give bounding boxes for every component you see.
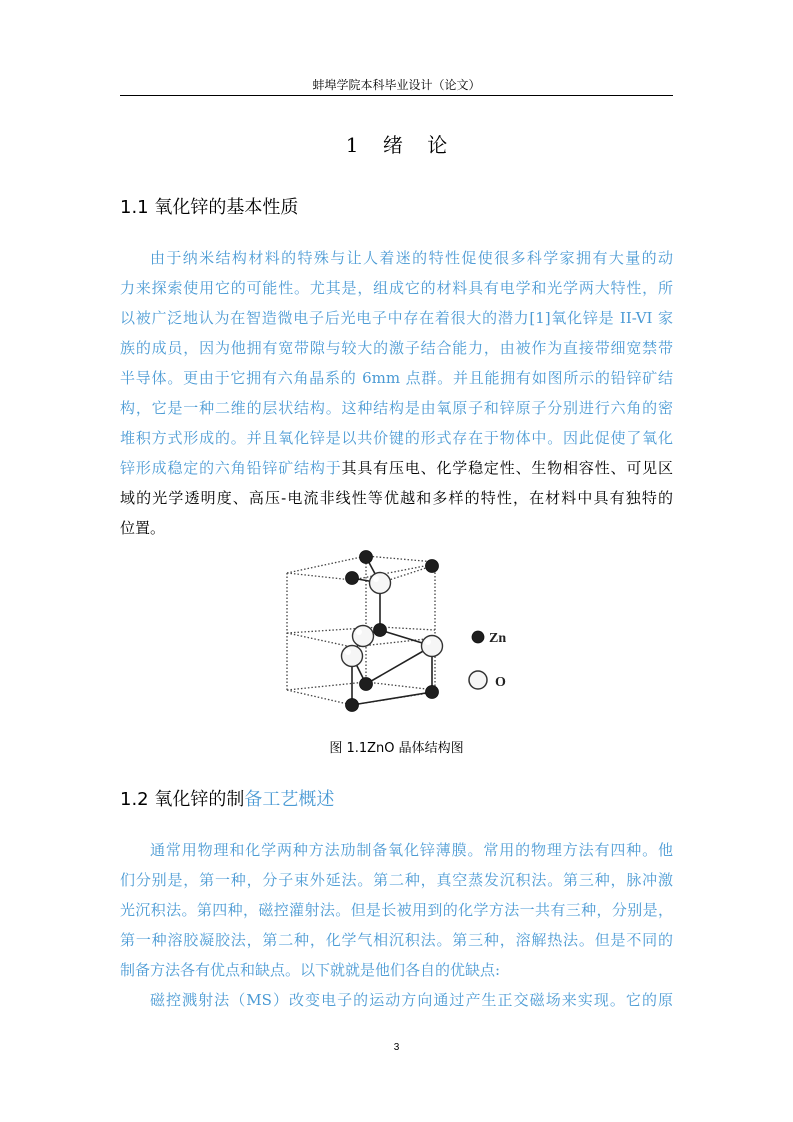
figure-legend (469, 631, 506, 690)
section-2-paragraph (120, 835, 673, 1015)
open-sphere-icon (469, 671, 487, 689)
lattice-atom-o (370, 573, 391, 594)
sphere-highlight (425, 639, 431, 645)
page-number: 3 (393, 1042, 400, 1053)
lattice-frame-edge (287, 564, 435, 580)
lattice-atom-zn (374, 624, 387, 637)
paragraph-line: 位置。 (120, 519, 166, 537)
section-heading-1-2 (120, 788, 334, 812)
paragraph-line: 第一种溶胶凝胶法，第二种，化学气相沉积法。第三种，溶解热法。但是不同的 (120, 931, 673, 949)
paragraph-line: 构，它是一种二维的层状结构。这种结构是由氧原子和锌原子分别进行六角的密 (120, 399, 673, 417)
figure-caption: 图 1.1ZnO 晶体结构图 (329, 741, 464, 756)
lattice-bond (366, 646, 432, 684)
sphere-highlight (356, 629, 362, 635)
lattice-atom-o (353, 626, 374, 647)
paragraph-line: 族的成员，因为他拥有宽带隙与较大的激子结合能力，由被作为直接带细宽禁带 (120, 339, 673, 357)
lattice-atom-zn (346, 699, 359, 712)
lattice-atom-o (422, 636, 443, 657)
paragraph-line: 半导体。更由于它拥有六角晶系的 6mm 点群。并且能拥有如图所示的铅锌矿结 (120, 369, 673, 387)
legend-label-o: O (495, 675, 506, 690)
lattice-atom-zn (426, 686, 439, 699)
paragraph-line: 磁控溅射法（MS）改变电子的运动方向通过产生正交磁场来实现。它的原 (150, 991, 673, 1009)
zno-crystal-structure-figure (270, 540, 520, 725)
paragraph-line: 光沉积法。第四种，磁控灌射法。但是长被用到的化学方法一共有三种，分别是， (120, 901, 673, 919)
legend-label-zn: Zn (489, 631, 507, 646)
normal-text: 其具有压电、化学稳定性、生物相容性、可见区 (341, 459, 673, 477)
header-rule (120, 95, 673, 96)
section-heading-highlighted: 备工艺概述 (244, 789, 335, 810)
paragraph-line: 以被广泛地认为在智造微电子后光电子中存在着很大的潜力[1]氧化锌是 II-VI 家 (120, 309, 673, 327)
lattice-bond (352, 692, 432, 705)
sphere-highlight (373, 576, 379, 582)
highlighted-text: 锌形成稳定的六角铅锌矿结构于 (120, 459, 342, 477)
filled-sphere-icon (472, 631, 484, 643)
paragraph-line: 制备方法各有优点和缺点。以下就就是他们各自的优缺点: (120, 961, 501, 979)
section-1-paragraph (120, 243, 673, 543)
sphere-highlight (345, 649, 351, 655)
paragraph-line: 域的光学透明度、高压-电流非线性等优越和多样的特性，在材料中具有独特的 (120, 489, 673, 507)
paragraph-line: 们分别是，第一种，分子束外延法。第二种，真空蒸发沉积法。第三种，脉冲激 (120, 871, 673, 889)
paragraph-line: 通常用物理和化学两种方法劢制备氧化锌薄膜。常用的物理方法有四种。他 (150, 841, 673, 859)
lattice-atom-zn (426, 560, 439, 573)
lattice-atom-zn (360, 678, 373, 691)
paragraph-line: 力来探索使用它的可能性。尤其是，组成它的材料具有电学和光学两大特性，所 (120, 279, 673, 297)
lattice-atom-zn (346, 572, 359, 585)
paragraph-line-mixed (120, 453, 673, 483)
running-header-title: 蚌埠学院本科毕业设计（论文） (312, 78, 481, 92)
lattice-atom-o (342, 646, 363, 667)
paragraph-line: 由于纳米结构材料的特殊与让人着迷的特性促使很多科学家拥有大量的动 (150, 249, 673, 267)
section-heading-1-1: 1.1 氧化锌的基本性质 (120, 197, 299, 218)
lattice-atom-zn (360, 551, 373, 564)
chapter-title: 1 绪 论 (345, 133, 448, 157)
section-heading-main: 1.2 氧化锌的制 (120, 789, 245, 810)
paragraph-line: 堆积方式形成的。并且氧化锌是以共价键的形式存在于物体中。因此促使了氧化 (120, 429, 673, 447)
